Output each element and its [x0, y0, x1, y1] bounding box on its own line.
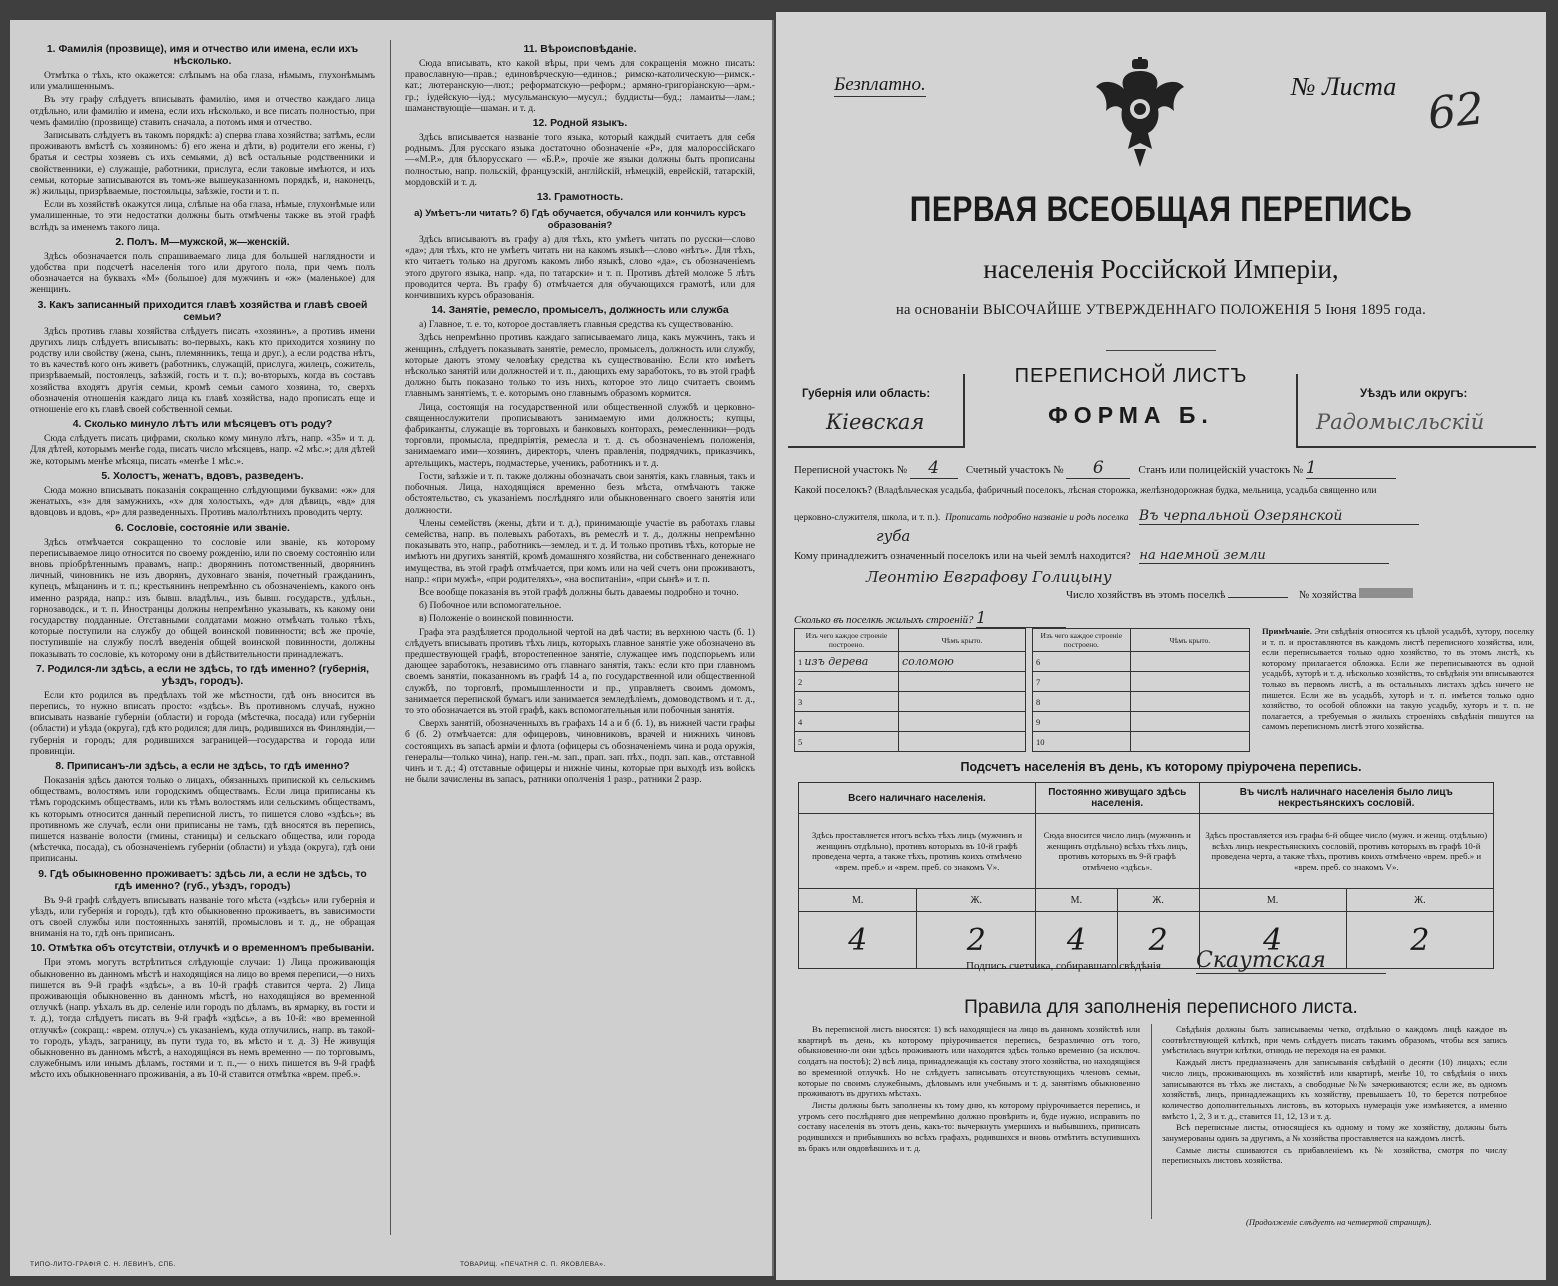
poselok-hint: (Владѣльческая усадьба, фабричный поселокъ, лѣсная сторожка, желѣзнодорожная будка, мельница, усадьба священно или	[874, 486, 1377, 496]
building-number: 6	[1036, 657, 1041, 667]
perepis-uchastok-value[interactable]: 4	[910, 458, 958, 479]
poselok-value[interactable]: Въ черпальной Озерянской	[1139, 508, 1419, 525]
form-subtitle: населенія Россійской Имперіи,	[983, 254, 1339, 284]
buildings-table-2	[1032, 628, 1250, 752]
building-row	[795, 652, 1026, 672]
household-no-label: № хозяйства	[1298, 589, 1357, 601]
instruction-paragraph: Члены семействъ (жены, дѣти и т. д.), принимающіе участіе въ работахъ главы семейства, напр. въ полевыхъ работахъ, въ ремеслѣ и т. д., должны непремѣнно показывать это, напр., работникъ—землед. и т. д. И только противъ тѣхъ, которые не имѣютъ ни другихъ занятій, кромѣ домашняго хозяйства, ни собственнаго денежнаго имущества, въ этой графѣ отмѣчается, при комъ или на чей счетъ они проживаютъ, напр.: «при мужѣ», «при родителяхъ», «на воспитаніи», «при сынѣ» и т. п.	[405, 517, 755, 585]
uezd-value[interactable]: Радомысльскій	[1316, 410, 1485, 434]
pop-col-head: Всего наличнаго населенія.	[799, 783, 1036, 814]
perepis-uchastok-label: Переписной участокъ №	[794, 464, 907, 476]
instruction-paragraph: б) Побочное или вспомогательное.	[419, 600, 562, 612]
building-number: 7	[1036, 677, 1041, 687]
instruction-paragraph: Сверхъ занятій, обозначенныхъ въ графахъ 14 а и б (б. 1), въ нижней части графы б (б. 2) отмѣчается: для офицеровъ, чиновниковъ, врачей и нижнихъ чиновъ состоящихъ въ запасѣ армiи и флота (офицеры съ обозначеніемъ чина и рода оружія, генералы—только чина), напр. ген.-м. зап., прап. зап. пѣх., подп. зап. кав., отставной чинъ и т. д.; 4) отставные офицеры и нижніе чины, которые при выходѣ изъ войскъ не были зачислены въ запасъ, ратники ополченія 1 разр., ратники 2 разр.	[405, 718, 755, 786]
instruction-heading: 14. Занятіе, ремесло, промыселъ, должность или служба	[431, 305, 729, 317]
pop-count-cell[interactable]: 4	[1199, 912, 1346, 969]
poselok-label: Какой поселокъ?	[794, 484, 872, 496]
note-title: Примѣчаніе.	[1262, 626, 1312, 636]
rules-paragraph: Въ переписной листъ вносятся: 1) всѣ находящіеся на лицо въ данномъ хозяйствѣ или квартирѣ въ день, къ которому пріурочивается перепись, безразлично отъ того, обыкновенно-ли они здѣсь проживаютъ или находятся здѣсь только временно (за исключ. солдатъ на постоѣ); 2) всѣ лица, принадлежащія къ составу этого хозяйства, но находящіяся во временной отлучкѣ. Но не слѣдуетъ записывать отсутствующихъ членовъ семьи, которые по своимъ служебнымъ, дѣловымъ или учебнымъ и т. д. занятіямъ обыкновенно проживаютъ въ другихъ мѣстахъ.	[798, 1024, 1140, 1099]
pop-count-cell[interactable]: 2	[917, 912, 1036, 969]
building-material-cell[interactable]	[795, 712, 899, 732]
rules-column-divider	[1151, 1024, 1152, 1219]
instructions-column-1	[30, 40, 375, 1235]
pop-col-desc: Здѣсь проставляется изъ графы 6-й общее число (мужч. и женщ. отдѣльно) всѣхъ лицъ некрестьянскихъ сословій, противъ которыхъ въ графѣ 10-й проведена черта, а также тѣхъ, противъ коихъ отмѣчено «врем. преб.» и «врем. преб. со знакомъ V».	[1199, 814, 1494, 889]
poselok-hint-2: церковно-служителя, школа, и т. п.).	[794, 513, 941, 523]
building-number: 10	[1036, 737, 1045, 747]
instruction-paragraph: Если въ хозяйствѣ окажутся лица, слѣпые на оба глаза, нѣмые, глухонѣмые или умалишенные, то эти недостатки должны быть отмѣчены также въ этой графѣ вслѣдъ за именемъ такого лица.	[30, 199, 375, 233]
pop-count-cell[interactable]: 4	[1036, 912, 1118, 969]
building-roof-cell[interactable]	[898, 712, 1025, 732]
decorative-rule	[1106, 350, 1216, 351]
enumerator-signature-label: Подпись счетчика, собиравшаго свѣдѣнія	[966, 960, 1161, 972]
instruction-paragraph: Лица, состоящія на государственной или общественной службѣ и церковно-священнослужители прописываютъ занимаемую ими должность; купцы, фабриканты, служащіе въ торговыхъ и банковыхъ конторахъ, ремесленники—родъ торговли, промысла, предпріятія, ремесла и т. д. съ обозначеніемъ положенія, занимаемаго ими—хозяинъ, директоръ, членъ правленія, подрядчикъ, приказчикъ, артельщикъ, мастеръ, подмастерье, ученикъ, работникъ и т. д.	[405, 401, 755, 469]
instruction-heading: 4. Сколько минуло лѣтъ или мѣсяцевъ отъ роду?	[72, 419, 333, 431]
stan-label: Станъ или полицейскій участокъ №	[1138, 464, 1304, 476]
schetny-uchastok-value[interactable]: 6	[1066, 458, 1130, 479]
column-divider	[390, 40, 391, 1235]
building-number: 8	[1036, 697, 1041, 707]
rules-paragraph: Всѣ переписные листы, относящіеся къ одному и тому же хозяйству, должны быть занумерованы одинъ за другимъ, а № хозяйства проставляется на каждомъ листѣ.	[1162, 1122, 1507, 1144]
stan-value[interactable]: 1	[1306, 458, 1396, 479]
instruction-paragraph: Сюда слѣдуетъ писать цифрами, сколько кому минуло лѣтъ, напр. «35» и т. д. Для дѣтей, которымъ менѣе года, писать число мѣсяцевъ, напр. «2 мѣс.»; для дѣтей же, которымъ менѣе мѣсяца, писать «менѣе 1 мѣс.».	[30, 433, 375, 467]
building-roof-cell[interactable]	[898, 672, 1025, 692]
male-label: М.	[1036, 889, 1118, 912]
instruction-heading: 13. Грамотность.	[536, 192, 624, 204]
pop-col-head: Постоянно живущаго здѣсь населенія.	[1036, 783, 1200, 814]
building-material-cell[interactable]	[1033, 692, 1131, 712]
building-number: 3	[798, 697, 803, 707]
instruction-paragraph: а) Главное, т. е. то, которое доставляетъ главныя средства къ существованію.	[419, 319, 734, 331]
female-label: Ж.	[1117, 889, 1199, 912]
rules-paragraph: Самые листы сшиваются съ прибавленіемъ къ № хозяйства, смотря по числу переписныхъ листовъ хозяйства.	[1162, 1144, 1507, 1166]
instruction-heading: 2. Полъ. М—мужской, ж—женскій.	[115, 236, 290, 248]
uchastki-line	[794, 458, 1396, 479]
instruction-heading-10: 10. Отмѣтка объ отсутствіи, отлучкѣ и о временномъ пребываніи.	[30, 943, 375, 955]
pop-count-cell[interactable]: 4	[799, 912, 917, 969]
uezd-box	[1296, 374, 1536, 448]
building-roof-cell[interactable]	[898, 692, 1025, 712]
instruction-paragraph: Все вообще показанія въ этой графѣ должны быть даваемы подробно и точно.	[419, 586, 739, 598]
rules-column-2	[1162, 1024, 1507, 1234]
building-material-cell[interactable]	[1033, 672, 1131, 692]
instruction-paragraph: Здѣсь вписываютъ въ графу а) для тѣхъ, кто умѣетъ читать по русски—слово «да»; для тѣхъ, кто не умѣетъ читать ни на какомъ языкѣ—слово «нѣтъ». Для тѣхъ, кто читаетъ только на другомъ какомъ либо языкѣ, слово «да», съ обозначеніемъ этого другого языка, напр. «да, по татарски» и т. п. Противъ дѣтей моложе 5 лѣтъ проводится черта. Въ графу б) отмѣчается для обучающихся грамотѣ, или для кончившихъ курсъ образованія.	[405, 234, 755, 302]
pop-col-desc: Сюда вносится число лицъ (мужчинъ и женщинъ отдѣльно) всѣхъ тѣхъ лицъ, противъ которыхъ въ 9-й графѣ отмѣчено «здѣсь».	[1036, 814, 1200, 889]
printer-imprint-right: ТОВАРИЩ. «ПЕЧАТНЯ С. П. ЯКОВЛЕВА».	[460, 1261, 606, 1268]
building-material-cell[interactable]	[1033, 712, 1131, 732]
building-number: 9	[1036, 717, 1041, 727]
continuation-note: (Продолженіе слѣдуетъ на четвертой страницѣ).	[1246, 1217, 1432, 1227]
building-roof: соломою	[901, 655, 954, 668]
building-roof-cell[interactable]	[898, 732, 1025, 752]
instruction-heading: 12. Родной языкъ.	[532, 118, 628, 130]
poselok-line-2	[794, 508, 1419, 525]
schetny-uchastok-label: Счетный участокъ №	[965, 464, 1064, 476]
imperial-eagle-emblem	[1094, 57, 1186, 169]
instruction-paragraph: Гости, заѣзжіе и т. п. также должны обозначать свои занятія, какъ главныя, такъ и побочныя. Лица, находящіяся временно безъ мѣста, отмѣчаютъ также обстоятельство, съ указаніемъ послѣдняго или обыкновеннаго своего занятія или должности.	[405, 470, 755, 516]
instruction-paragraph: Графа эта раздѣляется продольной чертой на двѣ части; въ верхнюю часть (б. 1) слѣдуетъ вписывать противъ тѣхъ лицъ, которыхъ главное занятіе уже обозначено въ предшествующей графѣ, второстепенное занятіе, служащее имъ подспорьемъ или дающее заработокъ, независимо отъ главнаго занятія, такъ: если кто при главномъ своемъ занятіи, показанномъ въ графѣ 14 а, по государственной или общественной службѣ, по торговлѣ, промышленности и пр., управляетъ своимъ домомъ, занимается перепиской бумагъ или занимается земледѣліемъ, домоводствомъ и т. д., то это обозначается въ этой графѣ, какъ вспомогательныя или побочныя занятія.	[405, 626, 755, 716]
building-row	[1033, 712, 1250, 732]
building-row	[795, 712, 1026, 732]
poselok-line	[794, 484, 1534, 496]
instruction-paragraph: Здѣсь непремѣнно противъ каждаго записываемаго лица, какъ мужчинъ, такъ и женщинъ, слѣдуетъ показывать занятіе, ремесло, промыселъ, должность или службу, которые даютъ этому человѣку средства къ существованію. Если кто имѣетъ нѣсколько занятій или должностей и т. п., дающихъ ему заработокъ, то въ этой графѣ должно быть показано только то изъ нихъ, которое это лицо считаетъ своимъ главнымъ занятіемъ, т. е. которымъ оно главнымъ образомъ кормится.	[405, 332, 755, 400]
building-number: 4	[798, 717, 803, 727]
instruction-paragraph: Если кто родился въ предѣлахъ той же мѣстности, гдѣ онъ вносится въ перепись, то нужно вписать просто: «здѣсь». Въ противномъ случаѣ, нужно вписывать названіе губерніи (области) и города (мѣстечка, посада) или губерніи (области) и уѣзда (округа), гдѣ кто родился; для лицъ, родившихся въ Финляндіи,—губернія и городъ; для родившихся заграницей—государства и города или провинціи.	[30, 689, 375, 757]
pop-count-cell[interactable]: 2	[1117, 912, 1199, 969]
poselok-value-2[interactable]: губа	[876, 527, 911, 545]
building-number: 1	[798, 657, 803, 667]
buildings-table-1	[794, 628, 1026, 752]
gubernia-value[interactable]: Кіевская	[826, 410, 925, 434]
building-material-cell[interactable]	[795, 672, 899, 692]
households-label: Число хозяйствъ въ этомъ поселкѣ	[1066, 589, 1226, 601]
right-page-census-form	[776, 12, 1546, 1280]
building-roof-cell[interactable]	[1130, 692, 1249, 712]
instruction-heading: 11. Вѣроисповѣданіе.	[523, 44, 637, 55]
household-no-value[interactable]	[1359, 588, 1413, 598]
instruction-paragraph: Здѣсь отмѣчается сокращенно то сословіе или званіе, къ которому переписываемое лицо относится по своему рожденію, или по своему состоянію или вновь пріобрѣтеннымъ правамъ, напр.: дворянинъ потомственный, дворянинъ личный, чиновникъ не изъ дворянъ, духовнаго званія, почетный гражданинъ, купецъ, мѣщанинъ и т. п.; крестьянинъ непремѣнно съ обозначеніемъ, какого онъ именно разряда, напр.: изъ бывш. владѣльч., изъ бывш. государств., удѣльн., горнозаводск., и т. п. Иностранцы должны непремѣнно указывать, къ какому они государству подданные. Отставными солдатами можно отмѣчать только тѣхъ, которые поступили на службу до общей воинской повинности; всѣ же прочіе, поступившіе на службу послѣ введенія общей воинской повинности, должны показывать то сословіе, къ которому они в дѣйствительности принадлежатъ.	[30, 536, 375, 660]
bld-head-roof: Чѣмъ крыто.	[898, 629, 1025, 652]
buildings-note	[1262, 626, 1534, 732]
population-count-table	[798, 782, 1494, 969]
instruction-heading: 6. Сословіе, состояніе или званіе.	[115, 522, 290, 534]
pop-col-desc: Здѣсь проставляется итогъ всѣхъ тѣхъ лицъ (мужчинъ и женщинъ отдѣльно), противъ которыхъ въ 10-й графѣ проведена черта, а также тѣхъ, противъ коихъ отмѣчено «врем. преб.» и «врем. преб. со знакомъ V».	[799, 814, 1036, 889]
pop-count-cell[interactable]: 2	[1346, 912, 1493, 969]
uezd-label: Уѣздъ или округъ:	[1360, 388, 1468, 400]
building-row	[1033, 692, 1250, 712]
owner-label: Кому принадлежитъ означенный поселокъ или на чьей землѣ находится?	[794, 550, 1131, 562]
instruction-paragraph: Въ 9-й графѣ слѣдуетъ вписывать названіе того мѣста («здѣсь» или губернія и уѣздъ, или губернія и городъ), гдѣ кто обыкновенно проживаетъ, въ зависимости отъ своей службы или постоянныхъ занятій, промысловъ и т. д., не обращая вниманія на то, гдѣ онъ приписанъ.	[30, 894, 375, 940]
instruction-paragraph: Въ эту графу слѣдуетъ вписывать фамилію, имя и отчество каждаго лица отдѣльно, или фамилію и имена, если ихъ нѣсколько, и все писать полностью, при чемъ фамилію (прозвище) ставить сначала, а потомъ имя и отчество.	[30, 94, 375, 128]
building-roof-cell[interactable]	[898, 652, 1025, 672]
households-value[interactable]	[1228, 597, 1288, 598]
instructions-column-2	[405, 40, 755, 1235]
legal-basis-line: на основаніи ВЫСОЧАЙШЕ УТВЕРЖДЕННАГО ПОЛОЖЕНІЯ 5 Іюня 1895 года.	[895, 302, 1427, 318]
instruction-heading: 7. Родился-ли здѣсь, а если не здѣсь, то гдѣ именно? (губернія, уѣздъ, городъ).	[35, 663, 370, 687]
building-roof-cell[interactable]	[1130, 732, 1249, 752]
building-roof-cell[interactable]	[1130, 652, 1249, 672]
instruction-paragraph: Здѣсь противъ главы хозяйства слѣдуетъ писать «хозяинъ», а противъ имени другихъ лицъ слѣдуетъ вписывать: во-первыхъ, какъ кто приходится хозяину по родству или свойству (жена, сынъ, племянникъ, теща и друг.), а если родства нѣтъ, то въ качествѣ кого онъ живетъ (работникъ, служащій, прислуга, жилецъ, сожитель, призрѣваемый, постоялецъ, заѣзжій, гость и т. п.); во-вторыхъ, когда въ составъ хозяйства входятъ другія семьи, кромѣ семьи самого хозяина, то, сверхъ обозначенія отношенія каждаго лица къ главѣ хозяйства, надо прописать еще и отношеніе его къ главѣ своей собственной семьи.	[30, 325, 375, 416]
building-material-cell[interactable]	[795, 652, 899, 672]
free-label: Безплатно.	[834, 74, 926, 95]
form-type: ФОРМА Б.	[1048, 402, 1214, 428]
buildings-line	[794, 608, 1066, 628]
building-number: 5	[798, 737, 803, 747]
bld-head-roof: Чѣмъ крыто.	[1130, 629, 1249, 652]
building-material: изъ дерева	[804, 655, 869, 668]
building-roof-cell[interactable]	[1130, 672, 1249, 692]
left-page-instructions	[10, 20, 774, 1276]
bld-head-material: Изъ чего каждое строеніе построено.	[1033, 629, 1131, 652]
instruction-paragraph: Здѣсь обозначается полъ спрашиваемаго лица для большей наглядности и удобства при подсчетѣ населенія того или другого пола, при чемъ полъ обозначается на буквахъ «М» (большое) для мужчинъ и «ж» (маленькое) для женщинъ.	[30, 250, 375, 296]
pop-col-head: Въ числѣ наличнаго населенія было лицъ некрестьянскихъ сословій.	[1199, 783, 1494, 814]
note-text: Эти свѣдѣнія относятся къ цѣлой усадьбѣ, хутору, поселку и т. п. и проставляются въ каждомъ листѣ переписного хозяйства, или, если переписывается только одно хозяйство, то въ этомъ листѣ, къ которому прилагается обложка. Если же переписываются въ одной усадьбѣ, хуторѣ и т. д. нѣсколько хозяйствъ, то свѣдѣнія эти вписываются только въ первомъ листѣ, а въ остальныхъ листахъ здѣсь ничего не пишется. Если же въ усадьбѣ, хуторѣ и т. п. имѣется только одно хозяйство, то особой обложки на такую усадьбу, хуторъ и т. п. не полагается, а требуемыя о жилыхъ строеніяхъ свѣдѣнія пишутся на самомъ переписномъ листѣ этого хозяйства.	[1262, 626, 1534, 732]
male-label: М.	[1199, 889, 1346, 912]
male-label: М.	[799, 889, 917, 912]
population-count-title: Подсчетъ населенія въ день, къ которому пріурочена перепись.	[960, 760, 1362, 774]
building-number: 2	[798, 677, 803, 687]
instruction-paragraph: При этомъ могутъ встрѣтиться слѣдующіе случаи: 1) Лица проживающія обыкновенно въ данномъ мѣстѣ и находящіяся на лицо во время переписи,—о нихъ пишется въ 9-й графѣ «здѣсь», а въ 10-й графѣ ставится черта. 2) Лица проживающія обыкновенно въ данномъ мѣстѣ, но находящіяся во временной отлучкѣ (напр. уѣхалъ въ др. селеніе или городъ по дѣламъ, въ ярмарку, въ гости и т. д.), тогда слѣдуетъ писать въ 9-й графѣ «здѣсь», а въ 10-й: «во временной отлучкѣ» (сокращ.: «врем. отлуч.») съ указаніемъ, куда отлучились, напр. въ такой-то городъ, уѣздъ, заграницу, въ пути туда то, въ мѣсто и т. д. 3) Не живущія обыкновенно въ данномъ мѣстѣ, а находящіяся въ немъ временно — по торговымъ, служебнымъ или инымъ дѣламъ, гостями и т. п.,— о нихъ пишется въ 9-й графѣ мѣсто ихъ обыкновеннаго проживанія, а въ 10-й ставится отмѣтка «врем. преб.».	[30, 957, 375, 1081]
gubernia-label: Губернія или область:	[802, 388, 931, 400]
building-row	[1033, 732, 1250, 752]
instruction-heading: 9. Гдѣ обыкновенно проживаетъ: здѣсь ли, а если не здѣсь, то гдѣ именно? (губ., уѣздъ, городъ)	[38, 868, 367, 892]
households-line	[1066, 588, 1526, 601]
owner-value-2[interactable]: Леонтію Евграфову Голицыну	[866, 568, 1112, 586]
building-row	[795, 692, 1026, 712]
buildings-label: Сколько въ поселкѣ жилыхъ строеній?	[794, 614, 974, 626]
building-material-cell[interactable]	[795, 692, 899, 712]
form-main-title: ПЕРВАЯ ВСЕОБЩАЯ ПЕРЕПИСЬ	[909, 190, 1413, 229]
building-row	[795, 732, 1026, 752]
building-row	[795, 672, 1026, 692]
rules-title: Правила для заполненія переписного листа.	[964, 997, 1358, 1018]
owner-line	[794, 548, 1389, 564]
instruction-paragraph: в) Положеніе о воинской повинности.	[419, 613, 574, 625]
sheet-number-handwritten[interactable]: 62	[1425, 83, 1487, 140]
sheet-number-label: № Листа	[1291, 72, 1397, 101]
building-row	[1033, 672, 1250, 692]
instruction-heading: 3. Какъ записанный приходится главѣ хозяйства и главѣ своей семьи?	[37, 299, 368, 323]
gubernia-box	[788, 374, 965, 448]
instruction-paragraph: Сюда можно вписывать показанія сокращенно слѣдующими буквами: «ж» для женатыхъ, «з» для замужнихъ, «х» для холостыхъ, «д» для дѣвицъ, «вд» для вдовцовъ и вдовъ, «р» для разведенныхъ. Противъ малолѣтнихъ проводить черту.	[30, 484, 375, 519]
buildings-value[interactable]: 1	[976, 608, 1066, 628]
instruction-subheading: а) Умѣетъ-ли читать? б) Гдѣ обучается, обучался или кончилъ курсъ образованія?	[414, 208, 746, 232]
building-roof-cell[interactable]	[1130, 712, 1249, 732]
owner-value[interactable]: на наемной земли	[1139, 548, 1389, 564]
instruction-paragraph: Здѣсь вписывается названіе того языка, который каждый считаетъ для себя роднымъ. Для русскаго языка достаточно обозначеніе «Р», для малороссійскаго—«М.Р.», для бѣлорусскаго — «Б.Р.», прочіе же языки должны быть прописаны полностью, напр. польскій, французскій, англійскій, нѣмецкій, еврейскій, татарскій, мордовскій и т. д.	[405, 132, 755, 188]
rules-column-1	[798, 1024, 1140, 1234]
instruction-paragraph: Записывать слѣдуетъ въ такомъ порядкѣ: а) сперва глава хозяйства; затѣмъ, если проживаютъ вмѣстѣ съ хозяиномъ: б) его жена и дѣти, в) родители его жены, г) братья и сестры хозяевъ съ ихъ семьями, д) всѣ остальные родственники и свойственники, е) служащіе, работники, прислуга, если таковые имѣются, и ихъ семьи, которые записываются въ томъ-же вышеуказанномъ порядкѣ, и, наконецъ, ж) жильцы, призрѣваемые, постояльцы, заѣзжіе, гости и т. п.	[30, 130, 375, 198]
instruction-paragraph: Показанія здѣсь даются только о лицахъ, обязанныхъ припиской къ сельскимъ обществамъ, волостямъ или городскимъ обществамъ. Если лица приписаны къ тѣмъ городскимъ обществамъ, или къ тѣмъ волостямъ или сельскимъ обществамъ, къ которымъ относится данный переписной листъ, то пишется слово «здѣсь»; въ противномъ же случаѣ, если они приписаны не тамъ, гдѣ вносятся въ перепись, пишется названіе волости (гмины, станицы) и сельскаго общества, или города (мѣстечка, посада), съ обозначеніемъ губерніи (области) и уѣзда (округа), гдѣ они приписаны.	[30, 774, 375, 865]
instruction-paragraph: Сюда вписывать, кто какой вѣры, при чемъ для сокращенія можно писать: православную—прав.; единовѣрческую—единов.; римско-католическую—римск.-кат.; лютеранскую—лют.; реформатскую—реформ.; армяно-григоріанскую—арм.-гр.; іудейскую—іуд.; мусульманскую—мусул.; буддисты—буд.; ламаиты—лам.; шаманствующіе—шаман. и т. д.	[405, 58, 755, 114]
building-material-cell[interactable]	[1033, 732, 1131, 752]
poselok-instruction: Прописать подробно названіе и родъ поселка	[945, 513, 1129, 523]
enumerator-signature[interactable]: Скаутская	[1196, 948, 1386, 974]
rules-paragraph: Листы должны быть заполнены къ тому дню, къ которому пріурочивается перепись, и утромъ сего послѣдняго дня непремѣнно должно провѣрить и, буде нужно, исправить по составу населенія въ этотъ день, какъ-то: вычеркнуть умершихъ и выбывшихъ, приписать родившихся и прибывшихъ во всѣхъ графахъ, родившихся и вновь отмѣтить вступившихъ въ бракъ или овдовѣвшихъ и т. д.	[798, 1099, 1140, 1153]
building-material-cell[interactable]	[795, 732, 899, 752]
building-material-cell[interactable]	[1033, 652, 1131, 672]
instruction-heading: 1. Фамилія (прозвище), имя и отчество или имена, если ихъ нѣсколько.	[46, 44, 359, 67]
building-row	[1033, 652, 1250, 672]
form-title: ПЕРЕПИСНОЙ ЛИСТЪ	[1014, 365, 1248, 387]
instruction-heading: 8. Приписанъ-ли здѣсь, а если не здѣсь, то гдѣ именно?	[55, 760, 350, 772]
female-label: Ж.	[1346, 889, 1493, 912]
rules-paragraph: Каждый листъ предназначенъ для записыванія свѣдѣній о десяти (10) лицахъ; если число лицъ, проживающихъ въ хозяйствѣ или квартирѣ, менѣе 10, то свѣдѣнія о нихъ записываются въ тѣхъ же листахъ, а свободные №№ зачеркиваются; если же, въ одномъ хозяйствѣ, лицъ, принадлежащихъ къ хозяйству, превышаетъ 10, то берется потребное количество дополнительныхъ листовъ, въ которыхъ нумерація уже измѣняется, а именно вмѣсто 1, 2, 3 и т. д., ставится 11, 12, 13 и т. д.	[1162, 1057, 1507, 1121]
printer-imprint-left: ТИПО-ЛИТО-ГРАФІЯ С. Н. ЛЕВИНЪ, СПБ.	[30, 1261, 176, 1268]
rules-paragraph: Свѣдѣнія должны быть записываемы четко, отдѣльно о каждомъ лицѣ каждое въ соотвѣтствующей клѣткѣ, при чемъ слѣдуетъ писать такимъ образомъ, чтобы вся запись умѣстилась внутри клѣтки, отнюдь не переходя на ея рамки.	[1162, 1024, 1507, 1056]
female-label: Ж.	[917, 889, 1036, 912]
instruction-heading: 5. Холостъ, женатъ, вдовъ, разведенъ.	[101, 470, 304, 482]
bld-head-material: Изъ чего каждое строеніе построено.	[795, 629, 899, 652]
instruction-paragraph: Отмѣтка о тѣхъ, кто окажется: слѣпымъ на оба глаза, нѣмымъ, глухонѣмымъ или умалишеннымъ.	[30, 70, 375, 93]
